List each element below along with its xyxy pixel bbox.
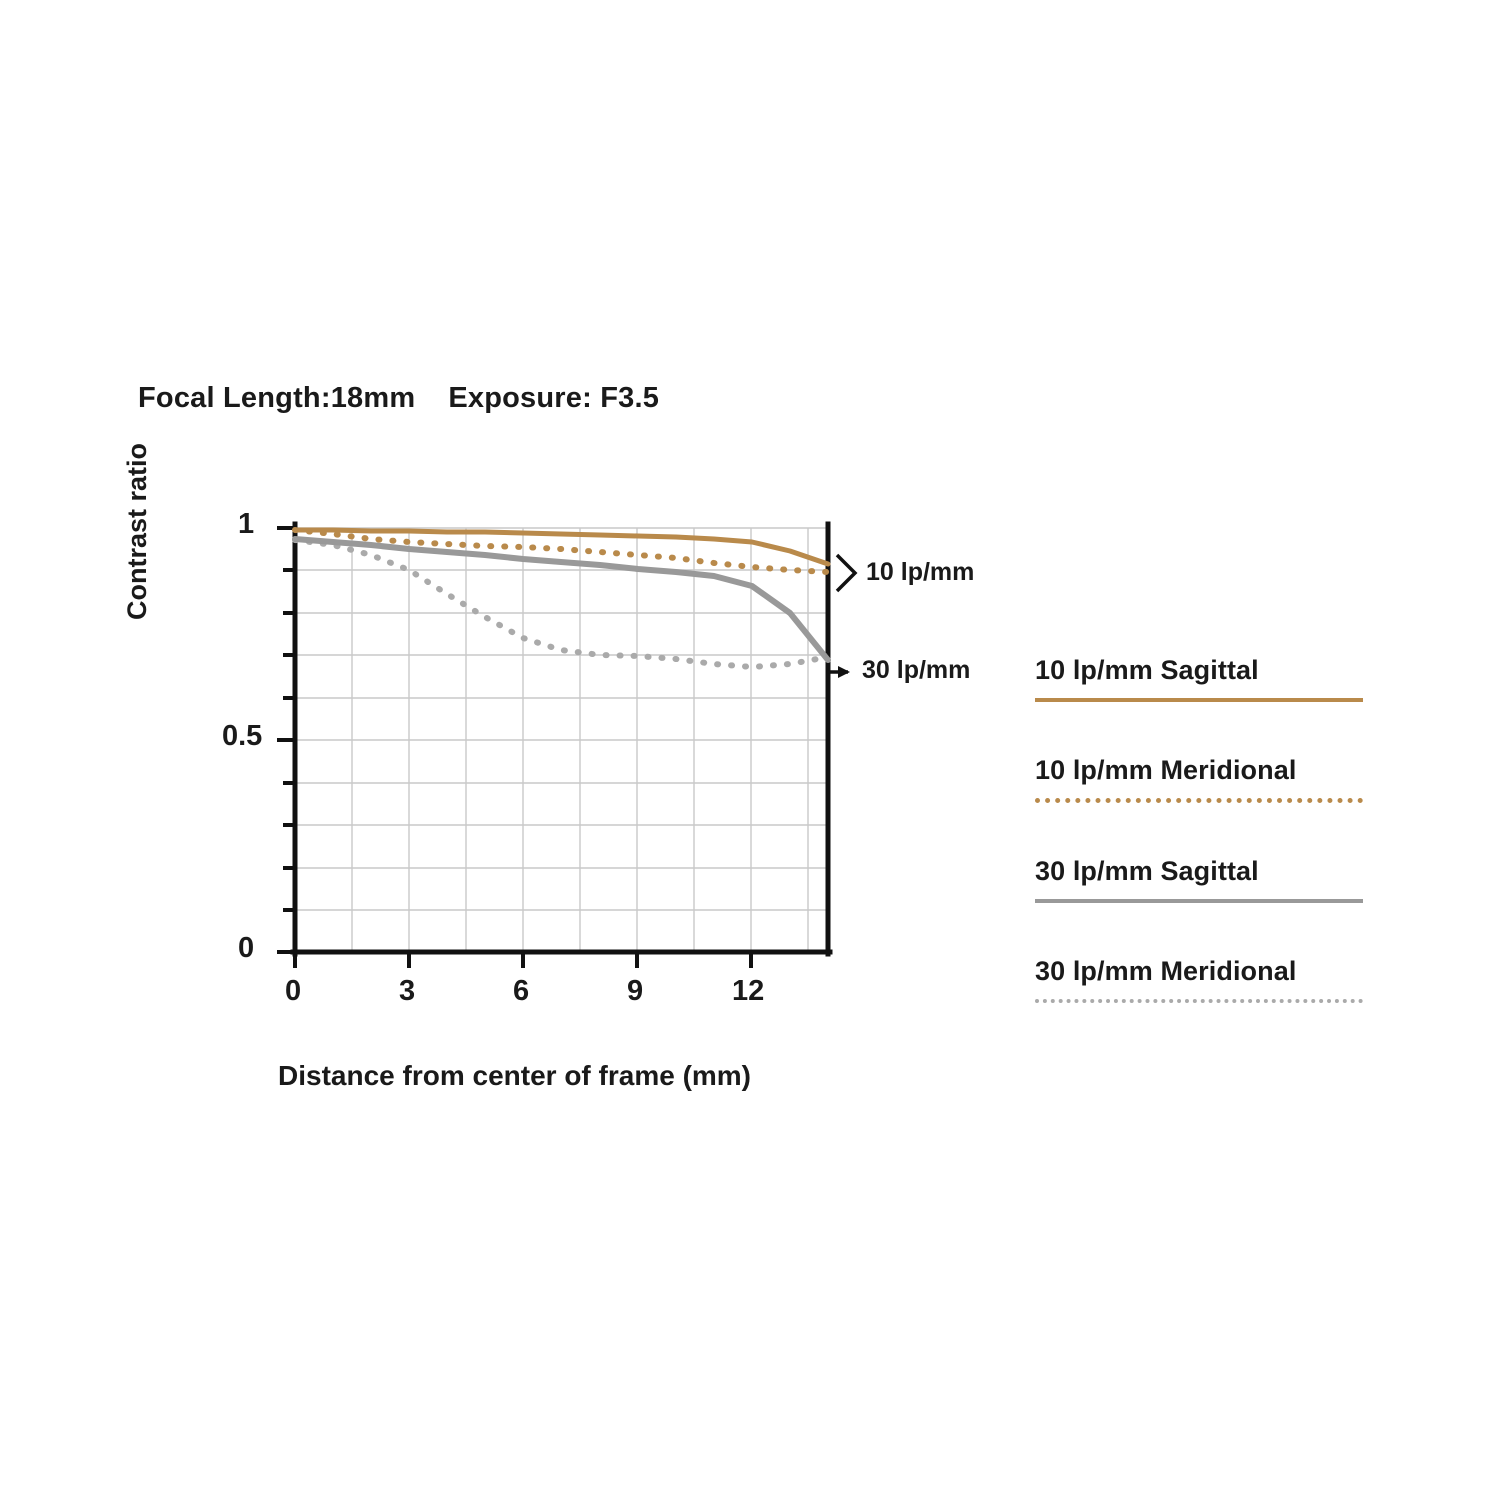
callout-marker-30 [828,666,850,678]
legend-label-30-sagittal: 30 lp/mm Sagittal [1035,856,1259,886]
y-axis-title [122,320,153,620]
y-axis-title-text: Contrast ratio [122,442,152,620]
legend-swatch-10-sagittal [1035,698,1363,706]
callout-label-10lpmm: 10 lp/mm [866,558,975,586]
x-axis-title: Distance from center of frame (mm) [278,1060,752,1091]
x-tick-9: 9 [627,975,644,1007]
x-tick-3: 3 [399,975,416,1007]
legend-item-30-sagittal [1035,856,1365,907]
legend-label-10-meridional: 10 lp/mm Meridional [1035,755,1297,785]
chart-legend [1035,655,1365,1007]
x-tick-6: 6 [513,975,530,1007]
chart-header-conditions: Focal Length:18mm Exposure: F3.5 [138,382,660,414]
legend-swatch-10-meridional [1035,798,1363,807]
y-tick-0: 0 [238,932,255,964]
legend-item-10-meridional [1035,755,1365,807]
callout-marker-10 [837,555,855,591]
legend-label-30-meridional: 30 lp/mm Meridional [1035,956,1297,986]
grid-lines [295,528,828,952]
x-tick-12: 12 [732,975,765,1007]
axis-spines [293,524,830,954]
x-tick-0: 0 [285,975,302,1007]
legend-label-10-sagittal: 10 lp/mm Sagittal [1035,655,1259,685]
legend-swatch-30-sagittal [1035,899,1363,907]
y-tick-0-5: 0.5 [222,720,263,752]
y-tick-1: 1 [238,508,255,540]
callout-label-30lpmm: 30 lp/mm [862,656,971,684]
legend-item-10-sagittal [1035,655,1365,706]
legend-swatch-30-meridional [1035,999,1363,1007]
legend-item-30-meridional [1035,956,1365,1007]
y-axis-ticks [277,528,295,952]
